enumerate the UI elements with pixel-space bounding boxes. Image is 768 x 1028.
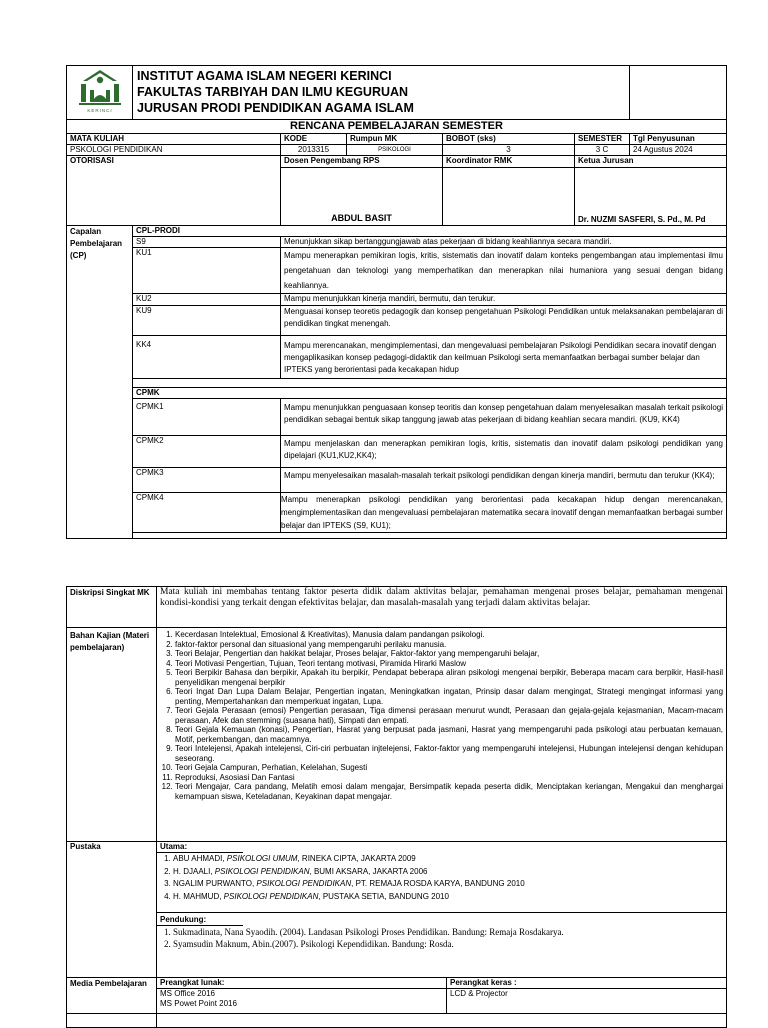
material-item: 11. Reproduksi, Asosiasi Dan Fantasi: [175, 773, 723, 783]
cpl-text: Menunjukkan sikap bertanggungjawab atas pekerjaan di bidang keahliannya secara mandiri.: [281, 237, 727, 248]
cpl-heading: CPL-PRODI: [133, 226, 727, 237]
course-cluster-label: Rumpun MK: [347, 134, 443, 145]
cpl-text: Mampu merencanakan, mengimplementasi, dan mengevaluasi pembelajaran Psikologi Pendidikan secara inovatif dengan mengaplikasikan konsep pedagogi-didaktik dan keilmuan Psikologi serta memanfaatkan berbagai sumber belajar dan IPTEKS yang berorientasi pada kecakapan hidup: [281, 336, 727, 379]
description-label: Diskripsi Singkat MK: [67, 587, 157, 628]
references-main-list: [157, 853, 726, 903]
date-value: 24 Agustus 2024: [630, 145, 727, 156]
materials-list: [160, 630, 723, 801]
date-label: Tgl Penyusunan: [630, 134, 727, 145]
doc-title: RENCANA PEMBELAJARAN SEMESTER: [67, 120, 727, 134]
cpl-text: Menguasai konsep teoretis pedagogik dan konsep pengetahuan Psikologi Pendidikan untuk melaksanakan pembelajaran di pendidikan tingkat menengah.: [281, 306, 727, 336]
semester-label: SEMESTER: [575, 134, 630, 145]
software-cell: [157, 978, 447, 1014]
developer-name: ABDUL BASIT: [281, 168, 443, 226]
header-blank-cell: [630, 66, 727, 120]
reference-item: 3. NGALIM PURWANTO, PSIKOLOGI PENDIDIKAN, PT. REMAJA ROSDA KARYA, BANDUNG 2010: [173, 878, 726, 891]
materials-label: Bahan Kajian (Materi pembelajaran): [67, 628, 157, 842]
next-row-label: [67, 1014, 157, 1028]
cpmk-text: Mampu menjelaskan dan menerapkan pemikiran logis, kritis, sistematis dan inovatif dalam psikologi pendidikan yang dipelajari (KU1,KU2,KK4);: [281, 436, 727, 468]
course-credits-label: BOBOT (sks): [443, 134, 575, 145]
semester-value: 3 C: [575, 145, 630, 156]
course-credits-value: 3: [443, 145, 575, 156]
material-item: 12. Teori Mengajar, Cara pandang, Melatih emosi dalam mengajar, Bersimpatik kepada peserta didik, Menciptakan keriangan, Mengakui dan menghargai kemampuan siswa, Keteladanan, Keyakinan dapat mengajar.: [175, 782, 723, 801]
course-code-value: 2013315: [281, 145, 347, 156]
material-item: 5. Teori Berpikir Bahasa dan berpikir, Apakah itu berpikir, Pendapat beberapa aliran psikologi mengenai berpikir, Beberapa macam cara berpikir, Hasil-hasil penyelidikan mengenai berpikir: [175, 668, 723, 687]
references-support-heading: Pendukung:: [157, 915, 243, 926]
cpl-text: Mampu menerapkan pemikiran logis, kritis, sistematis dan inovatif dalam konteks pengembangan atau implementasi ilmu pengetahuan dan teknologi yang memperhatikan dan menerapkan nilai humaniora yang sesuai dengan bidang keahliannya.: [281, 248, 727, 294]
software-item: MS Office 2016: [160, 989, 215, 998]
coordinator-label: Koordinator RMK: [443, 156, 575, 168]
references-cell: [157, 842, 727, 978]
hardware-label: Perangkat keras :: [447, 978, 726, 989]
material-item: 6. Teori Ingat Dan Lupa Dalam Belajar, Pengertian ingatan, Meningkatkan ingatan, Prinsip dasar dalam mengingat, Strategi mengingat informasi yang penting, Mempertahankan dan memperkuat ingatan, Lupa.: [175, 687, 723, 706]
cpl-spacer: [133, 379, 727, 388]
cpmk-code: CPMK1: [133, 399, 281, 436]
course-name-value: PSKOLOGI PENDIDIKAN: [67, 145, 281, 156]
cpmk-code: CPMK2: [133, 436, 281, 468]
cpmk-code: CPMK3: [133, 468, 281, 493]
institution-name: INSTITUT AGAMA ISLAM NEGERI KERINCI: [137, 69, 392, 83]
hardware-item: LCD & Projector: [450, 989, 508, 998]
references-label: Pustaka: [67, 842, 157, 978]
authorization-label: OTORISASI: [67, 156, 281, 226]
material-item: 8. Teori Gejala Kemauan (konasi), Pengertian, Hasrat yang berpusat pada jasmani, Hasrat yang mempengaruhi pada psikologi atau perbuatan kemauan, Motif, perkembangan, dan macamnya.: [175, 725, 723, 744]
reference-item: 1. ABU AHMADI, PSIKOLOGI UMUM, RINEKA CIPTA, JAKARTA 2009: [173, 853, 726, 866]
cpmk-spacer: [133, 533, 727, 539]
references-support-list: [157, 926, 726, 950]
reference-item: 4. H. MAHMUD, PSIKOLOGI PENDIDIKAN, PUSTAKA SETIA, BANDUNG 2010: [173, 891, 726, 904]
reference-item: 2. H. DJAALI, PSIKOLOGI PENDIDIKAN, BUMI AKSARA, JAKARTA 2006: [173, 866, 726, 879]
iain-kerinci-logo-icon: [67, 66, 133, 116]
references-main-heading: Utama:: [157, 842, 243, 853]
developer-label: Dosen Pengembang RPS: [281, 156, 443, 168]
cpl-text: Mampu menunjukkan kinerja mandiri, bermutu, dan terukur.: [281, 294, 727, 306]
references-gap: [157, 903, 726, 913]
course-name-label: MATA KULIAH: [67, 134, 281, 145]
course-cluster-value: PSIKOLOGI: [347, 145, 443, 156]
course-code-label: KODE: [281, 134, 347, 145]
software-label: Preangkat lunak:: [157, 978, 446, 989]
cpl-code: KK4: [133, 336, 281, 379]
support-reference-item: 1. Sukmadinata, Nana Syaodih. (2004). Landasan Psikologi Proses Pendidikan. Bandung: Remaja Rosdakarya.: [173, 926, 726, 938]
rps-detail-table: [66, 586, 727, 1028]
next-row-value: [157, 1014, 727, 1028]
materials-list-cell: [157, 628, 727, 842]
cpmk-text: Mampu menerapkan psikologi pendidikan yang berorientasi pada kecakapan hidup dengan merencanakan, mengimplementasikan dan mengevaluasi pembelajaran matematika secara inovatif dengan memanfaatkan berbagai sumber belajar dan IPTEKS (S9, KU1);: [281, 493, 727, 533]
cp-label: Capalan Pembelajaran (CP): [67, 226, 133, 539]
head-name: Dr. NUZMI SASFERI, S. Pd., M. Pd: [575, 168, 727, 226]
material-item: 9. Teori Intelejensi, Apakah intelejensi, Ciri-ciri perbuatan injtelejensi, Faktor-faktor yang mempengaruhi intelejensi, Hubungan intelejensi dengan kehidupan seseorang.: [175, 744, 723, 763]
software-item: MS Powet Point 2016: [160, 999, 237, 1008]
cpl-code: KU2: [133, 294, 281, 306]
cpmk-text: Mampu menyelesaikan masalah-masalah terkait psikologi pendidikan dengan kinerja mandiri, bermutu dan terukur (KK4);: [281, 468, 727, 493]
cpmk-text: Mampu menunjukkan penguasaan konsep teoritis dan konsep pengetahuan dalam menyelesaikan masalah terkait psikologi pendidikan sebagai bentuk sikap tanggung jawab atas pekerjaan di bidang keahlian secara mandiri. (KU9, KK4): [281, 399, 727, 436]
support-reference-item: 2. Syamsudin Maknum, Abin.(2007). Psikologi Kependidikan. Bandung: Rosda.: [173, 938, 726, 950]
head-label: Ketua Jurusan: [575, 156, 727, 168]
material-item: 3. Teori Belajar, Pengertian dan hakikat belajar, Proses belajar, Faktor-faktor yang mempengaruhi belajar,: [175, 649, 723, 659]
media-label: Media Pembelajaran: [67, 978, 157, 1014]
material-item: 10. Teori Gejala Campuran, Perhatian, Kelelahan, Sugesti: [175, 763, 723, 773]
material-item: 1. Kecerdasan Intelektual, Emosional & Kreativitas), Manusia dalam pandangan psikologi.: [175, 630, 723, 640]
logo-cell: [67, 66, 133, 120]
material-item: 2. faktor-faktor personal dan situasional yang mempengaruhi perilaku manusia.: [175, 640, 723, 650]
description-text: Mata kuliah ini membahas tentang faktor peserta didik dalam aktivitas belajar, pemahaman mengenai proses belajar, pemahaman mengenai kondisi-kondisi yang terkait dengan efektivitas belajar, dan masalah-masalah yang terjadi dalam aktivitas belajar.: [157, 587, 727, 628]
coordinator-signature: [443, 168, 575, 226]
logo-text: KERINCI: [87, 108, 113, 113]
cpl-code: KU9: [133, 306, 281, 336]
cpl-code: S9: [133, 237, 281, 248]
hardware-cell: [447, 978, 727, 1014]
material-item: 7. Teori Gejala Perasaan (emosi) Pengertian perasaan, Tiga dimensi perasaan menurut wundt, Perasaan dan gejala-gejala kejasmanian, Macam-macam perasaan, Afek dan stemming (suasana hati), Simpati dan empati.: [175, 706, 723, 725]
institution-cell: [133, 66, 630, 120]
cpl-code: KU1: [133, 248, 281, 294]
rps-header-table: [66, 65, 727, 539]
cpmk-code: CPMK4: [133, 493, 281, 533]
material-item: 4. Teori Motivasi Pengertian, Tujuan, Teori tentang motivasi, Piramida Hirarki Maslow: [175, 659, 723, 669]
cpmk-heading: CPMK: [133, 388, 727, 399]
faculty-name: FAKULTAS TARBIYAH DAN ILMU KEGURUAN: [137, 85, 409, 99]
department-name: JURUSAN PRODI PENDIDIKAN AGAMA ISLAM: [137, 101, 414, 115]
